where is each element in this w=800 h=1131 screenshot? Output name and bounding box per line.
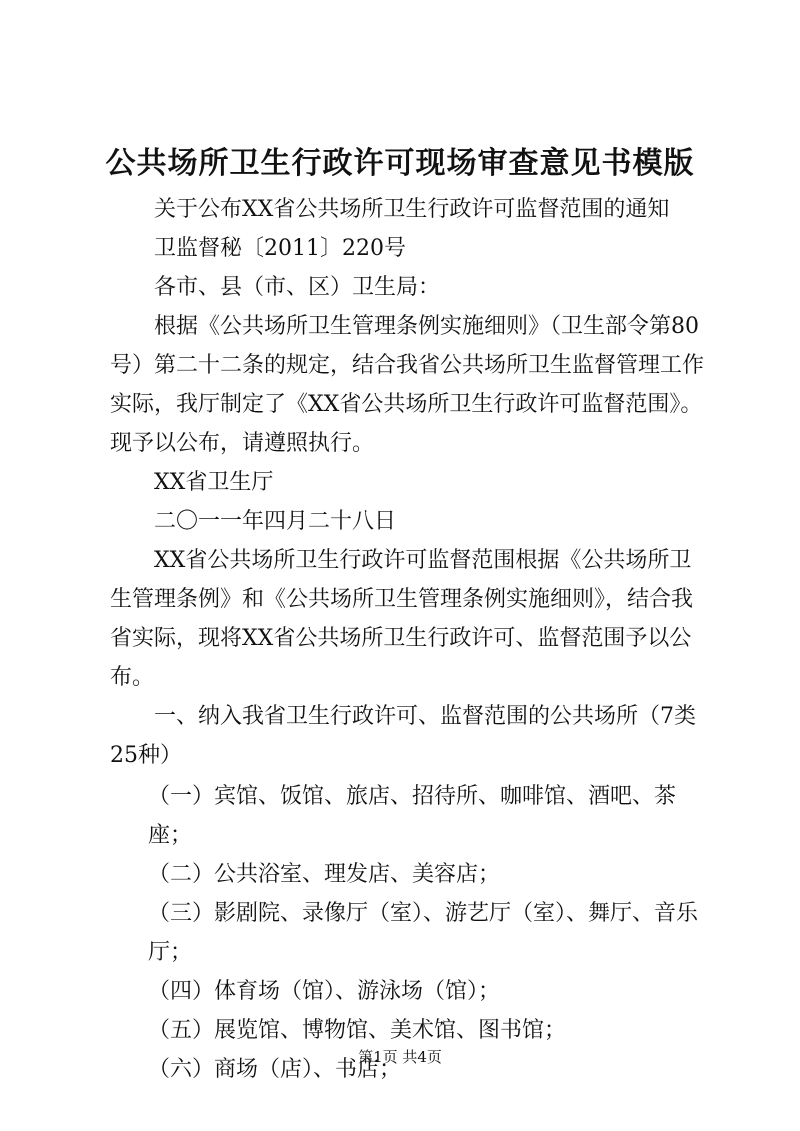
recipient-line: 各市、县（市、区）卫生局： bbox=[154, 275, 441, 300]
section-one-heading: 一、纳入我省卫生行政许可、监督范围的公共场所（7类25种） bbox=[110, 704, 696, 768]
notice-title: 关于公布XX省公共场所卫生行政许可监督范围的通知 bbox=[154, 197, 670, 222]
issuer-line: XX省卫生厅 bbox=[154, 470, 274, 495]
scope-intro-paragraph: XX省公共场所卫生行政许可监督范围根据《公共场所卫生管理条例》和《公共场所卫生管理条例实施细则》，结合我省实际，现将XX省公共场所卫生行政许可、监督范围予以公布。 bbox=[110, 548, 694, 690]
list-item: （三）影剧院、录像厅（室）、游艺厅（室）、舞厅、音乐厅； bbox=[148, 901, 699, 965]
document-number: 卫监督秘〔2011〕220号 bbox=[154, 236, 406, 261]
list-item: （四）体育场（馆）、游泳场（馆）； bbox=[148, 979, 501, 1004]
page-footer: 第1页 共4页 bbox=[358, 1048, 442, 1066]
basis-paragraph: 根据《公共场所卫生管理条例实施细则》（卫生部令第80号）第二十二条的规定，结合我省公共场所卫生监督管理工作实际，我厅制定了《XX省公共场所卫生行政许可监督范围》。现予以公布，请遵照执行。 bbox=[110, 314, 705, 456]
list-item: （一）宾馆、饭馆、旅店、招待所、咖啡馆、酒吧、茶座； bbox=[148, 784, 677, 848]
document-title: 公共场所卫生行政许可现场审查意见书模版 bbox=[105, 146, 695, 181]
list-item: （六）商场（店）、书店； bbox=[148, 1057, 402, 1082]
date-line: 二〇一一年四月二十八日 bbox=[154, 509, 397, 534]
list-item: （二）公共浴室、理发店、美容店； bbox=[148, 862, 501, 887]
document-body bbox=[110, 190, 708, 1089]
list-item: （五）展览馆、博物馆、美术馆、图书馆； bbox=[148, 1018, 567, 1043]
